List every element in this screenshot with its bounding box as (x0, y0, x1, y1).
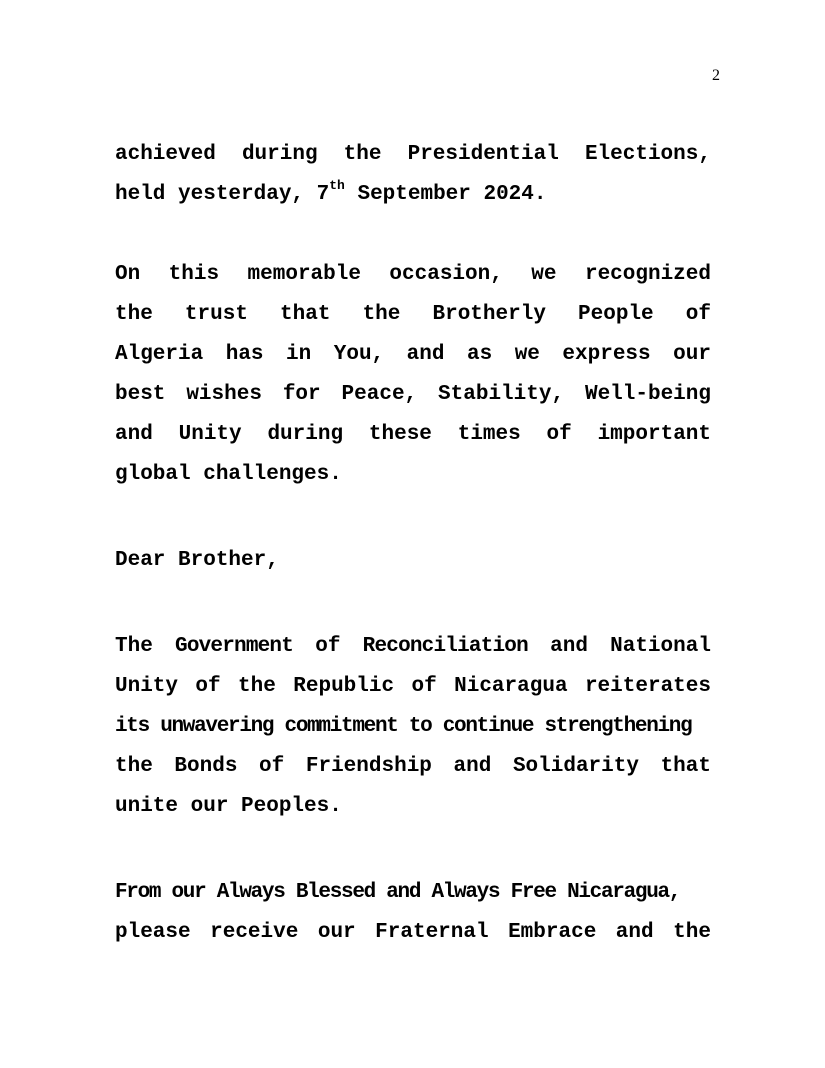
paragraph-line (115, 135, 711, 175)
word: as (466, 343, 493, 366)
word: important (597, 423, 711, 446)
word: achieved (115, 143, 216, 166)
paragraph-line: From our Always Blessed and Always Free Nicaragua, (115, 881, 681, 904)
word: the (115, 303, 153, 326)
word: Friendship (305, 755, 432, 778)
word: receive (210, 921, 299, 944)
word: Unity (115, 675, 179, 698)
word: for (282, 383, 321, 406)
word: that (660, 755, 711, 778)
line-text: September 2024. (344, 183, 547, 206)
word: Brotherly (432, 303, 546, 326)
word: our (673, 343, 711, 366)
word: People (578, 303, 654, 326)
word: trust (184, 303, 248, 326)
word: this (168, 263, 220, 286)
salutation (115, 541, 711, 581)
word: the (238, 675, 276, 698)
page-number: 2 (712, 67, 720, 84)
word: and (406, 343, 445, 366)
word: in (286, 343, 312, 366)
line-text: held yesterday, 7 (115, 183, 330, 206)
word: and (550, 635, 588, 658)
word: Solidarity (512, 755, 639, 778)
word: Bonds (174, 755, 238, 778)
word: of (259, 755, 285, 778)
ordinal-suffix: th (329, 178, 345, 193)
word: that (280, 303, 331, 326)
paragraph-line (115, 375, 711, 415)
word: Fraternal (375, 921, 489, 944)
paragraph-line (115, 667, 711, 707)
word: Nicaragua (454, 675, 568, 698)
word: Peace, (341, 383, 418, 406)
word: the (115, 755, 153, 778)
word: and (615, 921, 654, 944)
paragraph-continuation (115, 135, 711, 215)
word: of (546, 423, 572, 446)
word: Unity (178, 423, 242, 446)
paragraph-line (115, 175, 711, 215)
paragraph-line (115, 255, 711, 295)
word: Embrace (508, 921, 597, 944)
word: during (267, 423, 344, 446)
word: please (115, 921, 191, 944)
word: has (225, 343, 264, 366)
word: On (115, 263, 141, 286)
word: the (343, 143, 382, 166)
paragraph-line (115, 747, 711, 787)
word: Republic (293, 675, 395, 698)
paragraph-closing (115, 873, 711, 953)
word: the (362, 303, 401, 326)
word: Government (175, 635, 294, 658)
word: Reconciliation (362, 635, 528, 658)
paragraph-line (115, 295, 711, 335)
paragraph-line: global challenges. (115, 463, 342, 486)
word: we (514, 343, 540, 366)
word: recognized (584, 263, 711, 286)
paragraph-line (115, 335, 711, 375)
salutation-text: Dear Brother, (115, 549, 279, 572)
paragraph-line: its unwavering commitment to continue strengthening (115, 715, 692, 738)
paragraph-line (115, 415, 711, 455)
word: Well-being (584, 383, 711, 406)
word: of (411, 675, 437, 698)
word: Stability, (438, 383, 565, 406)
word: express (562, 343, 651, 366)
paragraph-line (115, 627, 711, 667)
word: Algeria (115, 343, 204, 366)
word: of (685, 303, 711, 326)
paragraph-line: unite our Peoples. (115, 795, 342, 818)
word: Presidential (407, 143, 559, 166)
word: best (115, 383, 166, 406)
word: times (457, 423, 521, 446)
word: occasion, (389, 263, 503, 286)
word: and (115, 423, 153, 446)
word: our (317, 921, 356, 944)
word: of (315, 635, 341, 658)
paragraph-commitment (115, 627, 711, 827)
word: reiterates (584, 675, 711, 698)
word: the (673, 921, 711, 944)
word: during (241, 143, 318, 166)
word: wishes (186, 383, 262, 406)
paragraph-recognition (115, 255, 711, 495)
word: The (115, 635, 153, 658)
word: we (531, 263, 557, 286)
word: of (195, 675, 221, 698)
word: You, (333, 343, 385, 366)
word: Elections, (584, 143, 711, 166)
paragraph-line (115, 913, 711, 953)
word: memorable (247, 263, 361, 286)
word: National (610, 635, 711, 658)
word: these (368, 423, 432, 446)
word: and (453, 755, 492, 778)
